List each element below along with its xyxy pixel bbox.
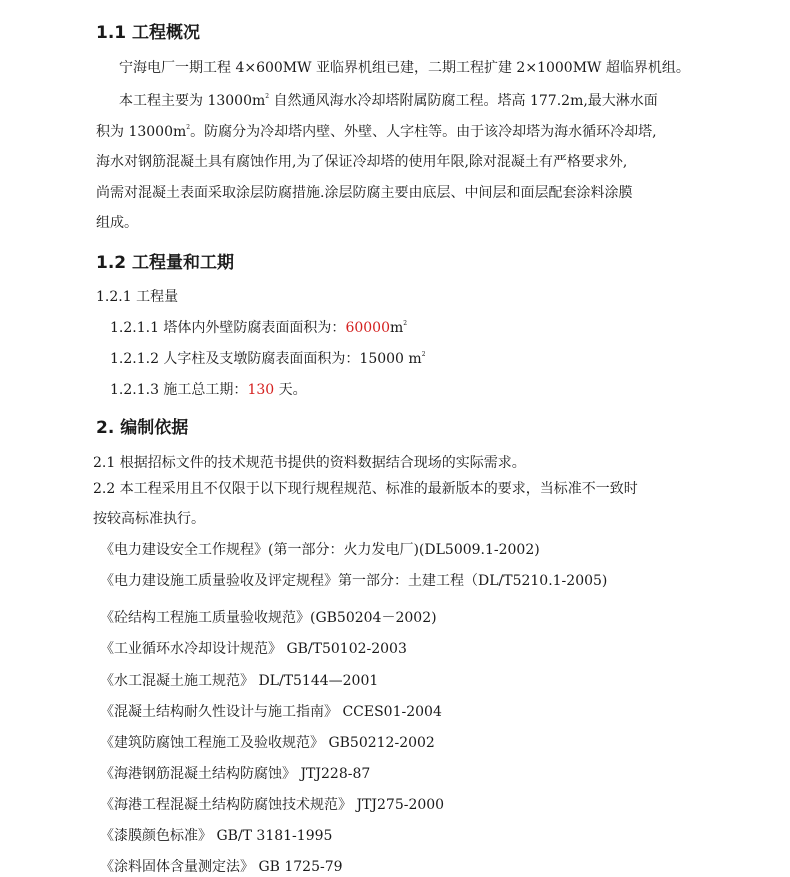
reference-item: 《水工混凝土施工规范》 DL/T5144—2001 [100,673,379,689]
paragraph-2-line-1: 本工程主要为 $13000m^2$ 自然通风海水冷却塔附属防腐工程。塔高 177.2m,最大淋水面 [119,93,658,109]
paragraph-2-line-4: 尚需对混凝土表面采取涂层防腐措施.涂层防腐主要由底层、中间层和面层配套涂料涂膜 [96,185,633,201]
reference-item: 《电力建设施工质量验收及评定规程》第一部分：土建工程（DL/T5210.1-2005) [100,573,608,589]
reference-item: 《砼结构工程施工质量验收规范》(GB50204－2002) [100,610,437,626]
paragraph-2-line-2: 积为 $13000m^2$。防腐分为冷却塔内壁、外壁、人字柱等。由于该冷却塔为海水循环冷却塔, [96,124,657,140]
item-1-2-1-1: 1.2.1.1 塔体内外壁防腐表面面积为：$60000m^2$ [110,320,408,336]
paragraph-1-line-1: 宁海电厂一期工程 4×600MW 亚临界机组已建，二期工程扩建 2×1000MW 超临界机组。 [119,60,690,76]
item-1-2-1-3: 1.2.1.3 施工总工期：130 天。 [110,382,307,398]
paragraph-2-2-line-2: 按较高标准执行。 [93,511,205,527]
paragraph-2-line-5: 组成。 [96,215,138,231]
reference-item: 《混凝土结构耐久性设计与施工指南》 CCES01-2004 [100,704,442,720]
paragraph-2-2-line-1: 2.2 本工程采用且不仅限于以下现行规程规范、标准的最新版本的要求，当标准不一致时 [93,481,638,497]
section-2-heading: 2. 编制依据 [96,418,189,438]
reference-item: 《涂料固体含量测定法》 GB 1725-79 [100,859,343,875]
reference-item: 《漆膜颜色标准》 GB/T 3181-1995 [100,828,333,844]
paragraph-2-line-3: 海水对钢筋混凝土具有腐蚀作用,为了保证冷却塔的使用年限,除对混凝土有严格要求外, [96,154,628,170]
section-1-1-heading: 1.1 工程概况 [96,23,201,43]
reference-item: 《工业循环水冷却设计规范》 GB/T50102-2003 [100,641,407,657]
reference-item: 《海港工程混凝土结构防腐蚀技术规范》 JTJ275-2000 [100,797,445,813]
subsection-1-2-1: 1.2.1 工程量 [96,289,179,305]
item-1-2-1-2: 1.2.1.2 人字柱及支墩防腐表面面积为：15000 $m^2$ [110,351,426,367]
reference-item: 《电力建设安全工作规程》(第一部分：火力发电厂)(DL5009.1-2002) [100,542,540,558]
reference-item: 《建筑防腐蚀工程施工及验收规范》 GB50212-2002 [100,735,435,751]
reference-item: 《海港钢筋混凝土结构防腐蚀》 JTJ228-87 [100,766,371,782]
paragraph-2-1: 2.1 根据招标文件的技术规范书提供的资料数据结合现场的实际需求。 [93,455,526,471]
section-1-2-heading: 1.2 工程量和工期 [96,253,235,273]
